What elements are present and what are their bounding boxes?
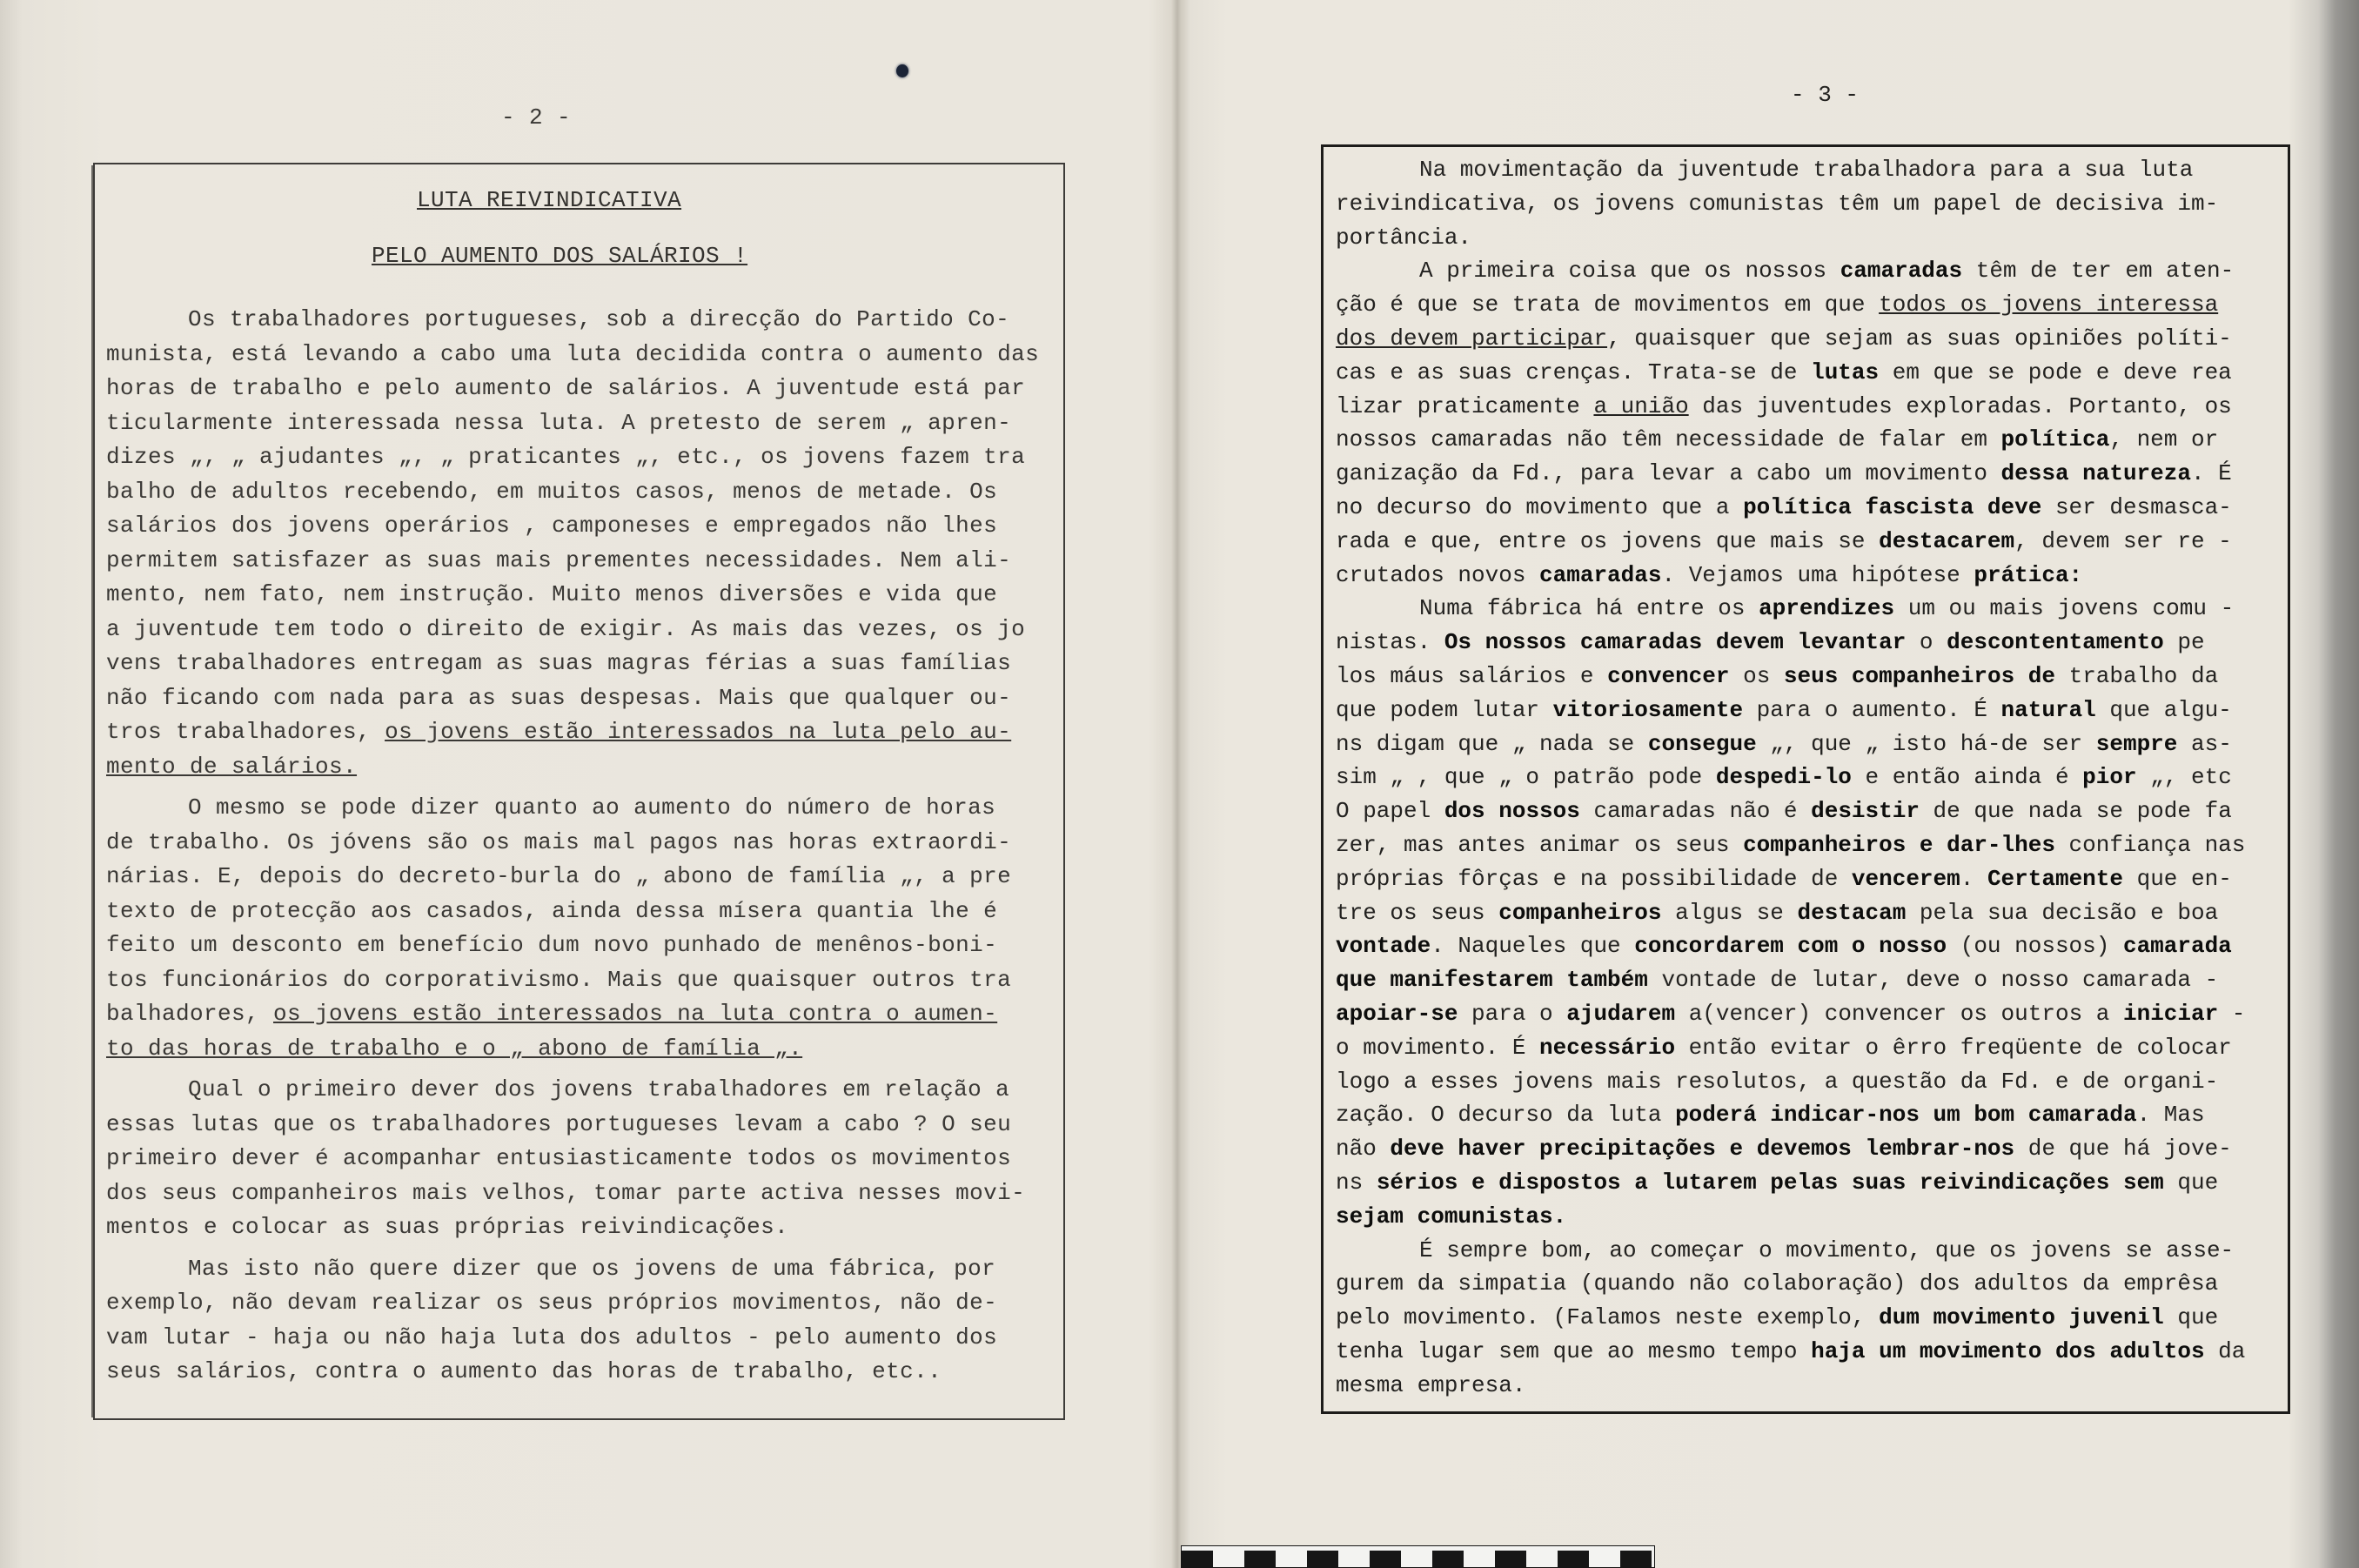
text-run: sim „ , que „ o patrão pode <box>1336 764 1716 791</box>
text-line <box>1336 254 2286 288</box>
text-run: nistas. <box>1336 629 1444 656</box>
text-run: para o aumento. É <box>1743 696 2001 723</box>
underlined-text: os jovens estão interessados na luta contra o aumen- <box>273 1001 998 1027</box>
text-line: permitem satisfazer as suas mais prementes necessidades. Nem ali- <box>106 546 1012 573</box>
text-line: Na movimentação da juventude trabalhadora para a sua luta <box>1419 157 2194 183</box>
overtyped-text: companheiros <box>1498 899 1662 926</box>
text-line: salários dos jovens operários , camponeses e empregados não lhes <box>106 513 998 539</box>
overtyped-text: convencer <box>1607 662 1730 689</box>
text-run: (ou nossos) <box>1947 933 2123 960</box>
text-line: de trabalho. Os jóvens são os mais mal pagos nas horas extraordi- <box>106 828 1012 855</box>
overtyped-text: que manifestarem também <box>1336 967 1648 994</box>
text-run: - <box>2218 1000 2246 1027</box>
text-line: balho de adultos recebendo, em muitos casos, menos de metade. Os <box>106 478 998 505</box>
text-line: portância. <box>1336 224 1472 251</box>
overtyped-text: destacarem <box>1879 527 2015 554</box>
text-line <box>1336 423 2286 457</box>
text-run: têm de ter em aten- <box>1962 258 2235 285</box>
text-run: „, que „ isto há-de ser <box>1756 730 2096 757</box>
underlined-text: a união <box>1593 392 1689 419</box>
text-line <box>1336 1031 2286 1065</box>
text-line <box>1336 896 2286 930</box>
overtyped-text: dum movimento juvenil <box>1879 1304 2164 1331</box>
text-line <box>1336 862 2286 896</box>
text-line <box>106 750 1059 785</box>
text-run: ns digam que „ nada se <box>1336 730 1648 757</box>
overtyped-text: despedi-lo <box>1715 764 1852 791</box>
paragraph <box>1336 1234 2286 1403</box>
text-line <box>106 1032 1059 1067</box>
overtyped-text: seus companheiros de <box>1783 662 2055 689</box>
text-run: ns <box>1336 1169 1377 1196</box>
text-line: Os trabalhadores portugueses, sob a direcção do Partido Co- <box>188 306 1010 332</box>
overtyped-text: descontentamento <box>1947 629 2164 656</box>
text-run: . É <box>2190 460 2232 487</box>
text-line <box>1336 559 2286 593</box>
text-run: um ou mais jovens comu - <box>1894 595 2235 622</box>
text-line: tos funcionários do corporativismo. Mais que quaisquer outros tra <box>106 966 1012 993</box>
text-line <box>1336 828 2286 862</box>
text-line <box>106 715 1059 750</box>
text-line <box>1336 322 2286 356</box>
text-line: mentos e colocar as suas próprias reivindicações. <box>106 1214 789 1240</box>
text-line <box>1336 1200 2286 1234</box>
text-line <box>1336 491 2286 525</box>
overtyped-text: sérios e dispostos a lutarem pelas suas reivindicações sem <box>1376 1169 2164 1196</box>
text-line: nárias. E, depois do decreto-burla do „ abono de família „, a pre <box>106 863 1012 889</box>
overtyped-text: lutas <box>1811 358 1880 385</box>
text-line <box>1336 390 2286 424</box>
page-right <box>1180 0 2359 1568</box>
text-run: rada e que, entre os jovens que mais se <box>1336 527 1880 554</box>
text-run: ganização da Fd., para levar a cabo um movimento <box>1336 460 2001 487</box>
paragraph <box>1336 254 2286 592</box>
page-left <box>0 0 1176 1568</box>
text-run: os <box>1729 662 1784 689</box>
text-line: mento, nem fato, nem instrução. Muito menos diversões e vida que <box>106 581 998 607</box>
text-line <box>1336 761 2286 794</box>
text-run: o <box>1906 629 1947 656</box>
text-run: de que nada se pode fa <box>1919 798 2232 825</box>
text-run: pela sua decisão e boa <box>1906 899 2219 926</box>
text-run: que en- <box>2122 865 2232 892</box>
overtyped-text: vontade <box>1336 933 1431 960</box>
overtyped-text: sempre <box>2095 730 2178 757</box>
text-run: tre os seus <box>1336 899 1499 926</box>
text-line <box>1336 525 2286 559</box>
text-run: para o <box>1458 1000 1567 1027</box>
text-run: próprias fôrças e na possibilidade de <box>1336 865 1852 892</box>
overtyped-text: camaradas <box>1539 561 1662 588</box>
text-run: das juventudes exploradas. Portanto, os <box>1688 392 2232 419</box>
underlined-text: to das horas de trabalho e o „ abono de família „. <box>106 1035 803 1062</box>
text-line: essas lutas que os trabalhadores portugueses levam a cabo ? O seu <box>106 1110 1012 1137</box>
text-line <box>1336 694 2286 727</box>
text-run: que podem lutar <box>1336 696 1553 723</box>
overtyped-text: pior <box>2082 764 2137 791</box>
text-line <box>106 997 1059 1032</box>
overtyped-text: deve haver precipitações e devemos lembrar-nos <box>1390 1136 2015 1163</box>
text-line: mesma empresa. <box>1336 1371 1526 1398</box>
text-run: . Naqueles que <box>1431 933 1635 960</box>
text-run: . Mas <box>2136 1102 2205 1129</box>
text-run: vontade de lutar, deve o nosso camarada - <box>1647 967 2219 994</box>
underlined-text: todos os jovens interessa <box>1879 291 2219 318</box>
text-line: exemplo, não devam realizar os seus próprios movimentos, não de- <box>106 1290 998 1316</box>
text-run: a(vencer) convencer os outros a <box>1675 1000 2123 1027</box>
overtyped-text: destacam <box>1797 899 1907 926</box>
text-run: pe <box>2163 629 2205 656</box>
text-line: reivindicativa, os jovens comunistas têm um papel de decisiva im- <box>1336 190 2219 217</box>
overtyped-text: camarada <box>2122 933 2232 960</box>
text-line <box>1336 727 2286 761</box>
overtyped-text: sejam comunistas. <box>1336 1203 1567 1230</box>
text-run: , quaisquer que sejam as suas opiniões políti- <box>1607 325 2232 352</box>
text-run: o movimento. É <box>1336 1034 1540 1061</box>
text-line <box>1336 1098 2286 1132</box>
text-run: . <box>1960 865 1987 892</box>
overtyped-text: vitoriosamente <box>1552 696 1744 723</box>
text-line: logo a esses jovens mais resolutos, a questão da Fd. e de organi- <box>1336 1068 2219 1095</box>
text-run: A primeira coisa que os nossos <box>1419 258 1840 285</box>
overtyped-text: prática: <box>1974 561 2083 588</box>
overtyped-text: camaradas <box>1840 258 1963 285</box>
text-line <box>1336 356 2286 390</box>
text-line <box>1336 1132 2286 1166</box>
text-line: não ficando com nada para as suas despesas. Mais que qualquer ou- <box>106 684 1012 711</box>
page-body-text <box>106 303 1059 1390</box>
text-line: horas de trabalho e pelo aumento de salários. A juventude está par <box>106 375 1026 401</box>
text-line: dos seus companheiros mais velhos, tomar parte activa nesses movi- <box>106 1179 1026 1206</box>
text-run: lizar praticamente <box>1336 392 1594 419</box>
paragraph <box>106 1073 1059 1245</box>
text-line: ticularmente interessada nessa luta. A pretesto de serem „ apren- <box>106 409 1012 436</box>
text-run: e então ainda é <box>1851 764 2083 791</box>
text-line <box>1336 997 2286 1031</box>
text-run: los máus salários e <box>1336 662 1608 689</box>
text-run: camaradas não é <box>1579 798 1812 825</box>
overtyped-text: Certamente <box>1987 865 2123 892</box>
text-line: O mesmo se pode dizer quanto ao aumento do número de horas <box>188 794 996 821</box>
text-run: balhadores, <box>106 1001 274 1027</box>
overtyped-text: concordarem com o nosso <box>1634 933 1947 960</box>
text-run: „, etc <box>2136 764 2232 791</box>
page-number: - 3 - <box>1791 82 1860 108</box>
text-run: pelo movimento. (Falamos neste exemplo, <box>1336 1304 1880 1331</box>
text-run: zação. O decurso da luta <box>1336 1102 1676 1129</box>
text-line: feito um desconto em benefício dum novo punhado de menênos-boni- <box>106 932 998 958</box>
underlined-text: os jovens estão interessados na luta pelo au- <box>385 719 1012 745</box>
text-run: nossos camaradas não têm necessidade de falar em <box>1336 426 2001 453</box>
ink-spot <box>896 64 908 77</box>
text-run: , devem ser re - <box>2014 527 2232 554</box>
text-run: , nem or <box>2109 426 2219 453</box>
underlined-text: dos devem participar <box>1336 325 1608 352</box>
text-run: zer, mas antes animar os seus <box>1336 831 1744 858</box>
text-line <box>1336 1301 2286 1335</box>
overtyped-text: vencerem <box>1851 865 1960 892</box>
overtyped-text: companheiros e dar-lhes <box>1743 831 2055 858</box>
text-line: vam lutar - haja ou não haja luta dos adultos - pelo aumento dos <box>106 1323 998 1350</box>
text-line: a juventude tem todo o direito de exigir. As mais das vezes, os jo <box>106 615 1026 642</box>
text-line: vens trabalhadores entregam as suas magras férias a suas famílias <box>106 650 1012 676</box>
text-line <box>1336 660 2286 694</box>
overtyped-text: Os nossos camaradas devem levantar <box>1444 629 1907 656</box>
overtyped-text: dos nossos <box>1444 798 1580 825</box>
text-line: É sempre bom, ao começar o movimento, que os jovens se asse- <box>1419 1236 2235 1263</box>
underlined-text: mento de salários. <box>106 753 358 780</box>
text-run: ção é que se trata de movimentos em que <box>1336 291 1880 318</box>
text-run: algus se <box>1661 899 1798 926</box>
text-line <box>1336 794 2286 828</box>
text-line: primeiro dever é acompanhar entusiasticamente todos os movimentos <box>106 1145 1012 1171</box>
text-line: Qual o primeiro dever dos jovens trabalhadores em relação a <box>188 1076 1010 1102</box>
text-run: no decurso do movimento que a <box>1336 493 1744 520</box>
scale-ruler <box>1181 1545 1655 1568</box>
page-number: - 2 - <box>501 104 572 131</box>
text-line <box>1336 288 2286 322</box>
text-line <box>1336 457 2286 491</box>
text-line: seus salários, contra o aumento das horas de trabalho, etc.. <box>106 1358 942 1384</box>
section-subtitle: PELO AUMENTO DOS SALÁRIOS ! <box>372 243 748 269</box>
text-run: O papel <box>1336 798 1444 825</box>
text-line <box>1336 1166 2286 1200</box>
paragraph <box>106 303 1059 784</box>
text-run: não <box>1336 1136 1391 1163</box>
overtyped-text: dessa natureza <box>2000 460 2191 487</box>
text-line <box>1336 626 2286 660</box>
text-run: que <box>2163 1304 2219 1331</box>
text-run: . Vejamos uma hipótese <box>1661 561 1974 588</box>
text-run: que <box>2163 1169 2219 1196</box>
text-run: ser desmasca- <box>2041 493 2232 520</box>
overtyped-text: aprendizes <box>1759 595 1895 622</box>
paragraph <box>106 1252 1059 1390</box>
text-run: cas e as suas crenças. Trata-se de <box>1336 358 1812 385</box>
section-title: LUTA REIVINDICATIVA <box>417 187 682 213</box>
text-run: que algu- <box>2095 696 2232 723</box>
text-run: trabalho da <box>2054 662 2219 689</box>
overtyped-text: ajudarem <box>1566 1000 1676 1027</box>
text-run: então evitar o êrro freqüente de colocar <box>1675 1034 2232 1061</box>
text-run: tros trabalhadores, <box>106 719 385 745</box>
text-line: Mas isto não quere dizer que os jovens de uma fábrica, por <box>188 1255 996 1282</box>
overtyped-text: política <box>2000 426 2110 453</box>
paragraph <box>106 791 1059 1066</box>
overtyped-text: haja um movimento dos adultos <box>1811 1337 2205 1364</box>
paragraph <box>1336 592 2286 1233</box>
text-line: dizes „, „ ajudantes „, „ praticantes „, etc., os jovens fazem tra <box>106 444 1026 470</box>
text-line <box>1336 1335 2286 1369</box>
text-run: as- <box>2177 730 2232 757</box>
paragraph <box>1336 153 2286 254</box>
text-run: da <box>2204 1337 2246 1364</box>
overtyped-text: iniciar <box>2122 1000 2219 1027</box>
text-run: Numa fábrica há entre os <box>1419 595 1759 622</box>
text-run: de que há jove- <box>2014 1136 2232 1163</box>
overtyped-text: desistir <box>1811 798 1920 825</box>
overtyped-text: natural <box>2000 696 2096 723</box>
text-run: crutados novos <box>1336 561 1540 588</box>
overtyped-text: política fascista deve <box>1743 493 2042 520</box>
text-line: texto de protecção aos casados, ainda dessa mísera quantia lhe é <box>106 897 998 924</box>
text-line <box>1336 929 2286 963</box>
overtyped-text: consegue <box>1647 730 1757 757</box>
overtyped-text: apoiar-se <box>1336 1000 1458 1027</box>
page-body-text <box>1336 153 2286 1402</box>
overtyped-text: poderá indicar-nos um bom camarada <box>1675 1102 2137 1129</box>
text-line <box>1336 963 2286 997</box>
text-run: tenha lugar sem que ao mesmo tempo <box>1336 1337 1812 1364</box>
text-line: gurem da simpatia (quando não colaboração) dos adultos da emprêsa <box>1336 1270 2219 1297</box>
text-line: munista, está levando a cabo uma luta decidida contra o aumento das <box>106 340 1040 367</box>
text-run: em que se pode e deve rea <box>1879 358 2232 385</box>
text-run: confiança nas <box>2054 831 2246 858</box>
text-line <box>1336 592 2286 626</box>
overtyped-text: necessário <box>1539 1034 1676 1061</box>
